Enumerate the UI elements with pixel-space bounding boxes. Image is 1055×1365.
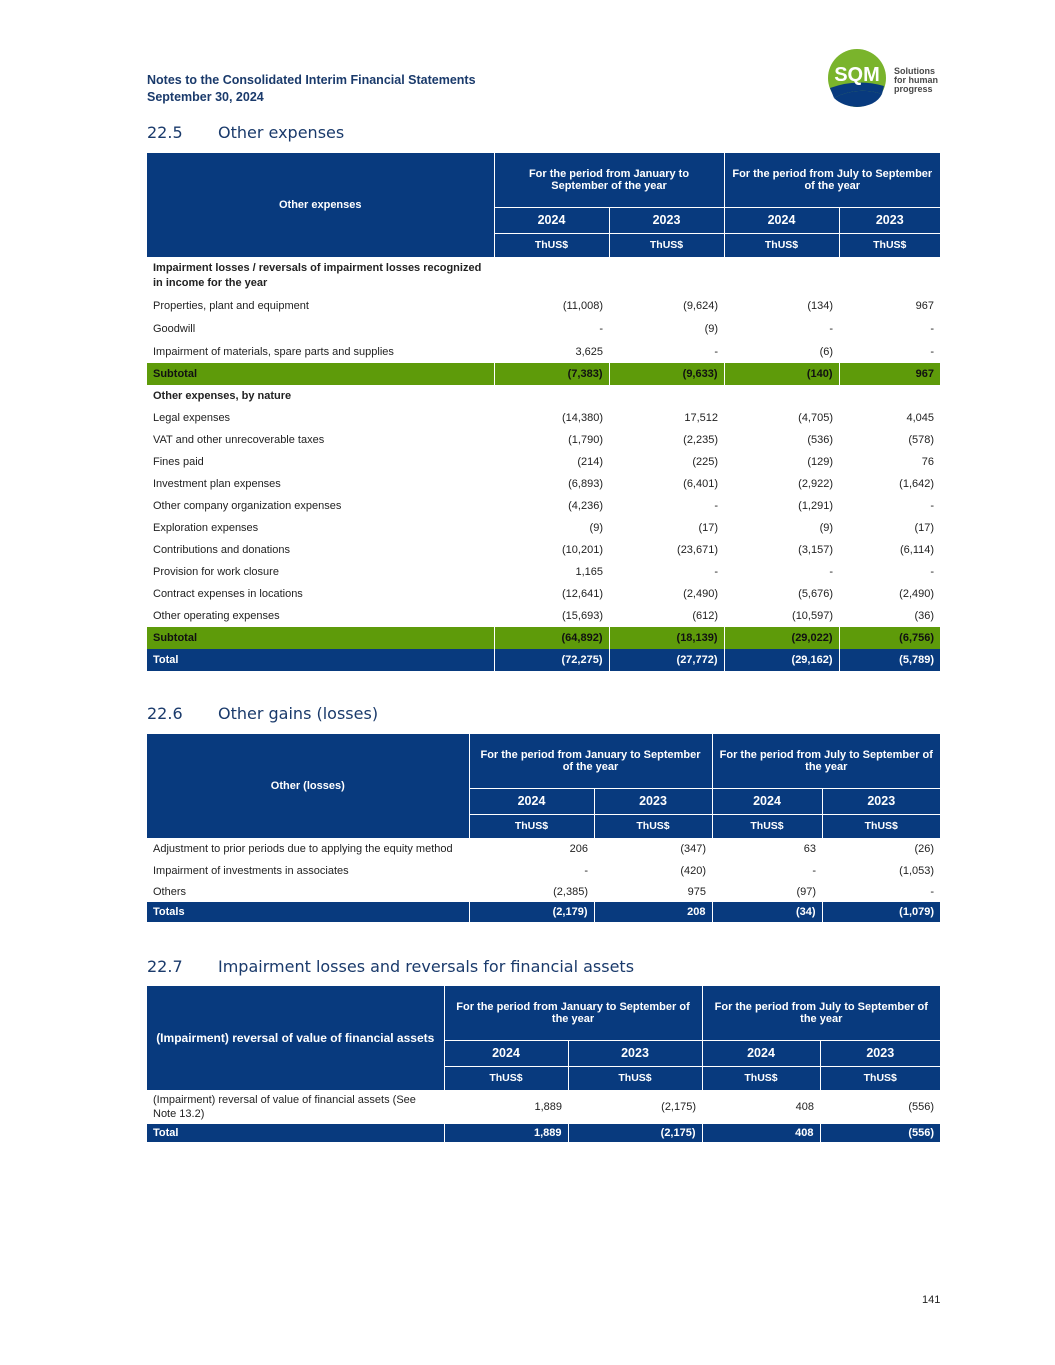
unit-header: ThUS$: [494, 233, 609, 257]
document-header: [147, 72, 476, 106]
year-header: 2023: [568, 1040, 702, 1066]
table-row: Impairment of materials, spare parts and supplies 3,625 - (6) -: [153, 345, 935, 358]
unit-header: ThUS$: [469, 814, 594, 838]
year-header: 2023: [594, 788, 712, 814]
group-heading-row: Impairment losses / reversals of impairment losses recognized in income for the year: [153, 262, 482, 289]
unit-header: ThUS$: [609, 233, 724, 257]
unit-header: ThUS$: [820, 1066, 940, 1090]
total-row: Total 1,889 (2,175) 408 (556): [147, 1124, 940, 1142]
year-header: 2024: [444, 1040, 568, 1066]
page-number: 141: [922, 1294, 941, 1306]
year-header: 2024: [724, 207, 839, 233]
svg-text:Solutions: Solutions: [894, 66, 935, 76]
table-row: Other company organization expenses (4,236) - (1,291) -: [153, 500, 935, 512]
subtotal-row: Subtotal (7,383) (9,633) (140) 967: [147, 363, 940, 385]
period-header: For the period from July to September of the year: [712, 734, 940, 788]
unit-header: ThUS$: [568, 1066, 702, 1090]
unit-header: ThUS$: [839, 233, 940, 257]
header-title-line2: September 30, 2024: [147, 90, 264, 104]
table-row: Provision for work closure 1,165 - - -: [153, 566, 935, 578]
financial-assets-impairment-table: [147, 986, 940, 1142]
year-header: 2023: [820, 1040, 940, 1066]
table-row: Fines paid (214) (225) (129) 76: [153, 456, 935, 468]
total-row: Totals (2,179) 208 (34) (1,079): [147, 902, 940, 922]
period-header: For the period from July to September of the year: [702, 986, 940, 1040]
subtotal-row: Subtotal (64,892) (18,139) (29,022) (6,756): [147, 627, 940, 649]
section-title-22-7: 22.7 Impairment losses and reversals for financial assets: [147, 957, 635, 976]
section-title-22-6: 22.6 Other gains (losses): [147, 704, 379, 723]
sqm-logo: [826, 48, 946, 110]
unit-header: ThUS$: [724, 233, 839, 257]
table-row: Contributions and donations (10,201) (23,671) (3,157) (6,114): [153, 544, 935, 556]
unit-header: ThUS$: [444, 1066, 568, 1090]
table-row: Other operating expenses (15,693) (612) (10,597) (36): [153, 610, 935, 622]
period-header: For the period from July to September of the year: [724, 153, 940, 207]
group-heading-row: Other expenses, by nature: [153, 390, 292, 402]
year-header: 2024: [712, 788, 822, 814]
table-row: VAT and other unrecoverable taxes (1,790) (2,235) (536) (578): [153, 434, 935, 446]
table-row: Properties, plant and equipment (11,008) (9,624) (134) 967: [153, 300, 935, 312]
year-header: 2023: [822, 788, 940, 814]
year-header: 2023: [839, 207, 940, 233]
table-row: (Impairment) reversal of value of financial assets (See Note 13.2) 1,889 (2,175) 408 (556): [153, 1094, 935, 1120]
unit-header: ThUS$: [712, 814, 822, 838]
other-gains-losses-table: [147, 734, 940, 922]
table-row-header: Other expenses: [147, 153, 494, 257]
header-title-line1: Notes to the Consolidated Interim Financial Statements: [147, 73, 476, 87]
period-header: For the period from January to September of the year: [444, 986, 702, 1040]
unit-header: ThUS$: [594, 814, 712, 838]
table-row: Impairment of investments in associates - (420) - (1,053): [153, 864, 935, 877]
table-row: Investment plan expenses (6,893) (6,401) (2,922) (1,642): [153, 478, 935, 490]
table-row: Exploration expenses (9) (17) (9) (17): [153, 522, 935, 534]
year-header: 2024: [702, 1040, 820, 1066]
year-header: 2024: [469, 788, 594, 814]
table-row-header: Other (losses): [147, 734, 469, 838]
table-row: Contract expenses in locations (12,641) (2,490) (5,676) (2,490): [153, 588, 935, 600]
table-row-header: (Impairment) reversal of value of financial assets: [147, 986, 444, 1090]
table-row: Others (2,385) 975 (97) -: [153, 885, 935, 898]
table-row: Goodwill - (9) - -: [153, 322, 935, 335]
logo-mark: SQM: [834, 64, 880, 86]
section-title-22-5: 22.5 Other expenses: [147, 123, 345, 142]
unit-header: ThUS$: [702, 1066, 820, 1090]
svg-text:progress: progress: [894, 84, 933, 94]
svg-text:for human: for human: [894, 75, 938, 85]
period-header: For the period from January to September of the year: [469, 734, 712, 788]
table-row: Legal expenses (14,380) 17,512 (4,705) 4,045: [153, 412, 935, 424]
table-row: Adjustment to prior periods due to applying the equity method 206 (347) 63 (26): [153, 843, 935, 855]
year-header: 2024: [494, 207, 609, 233]
unit-header: ThUS$: [822, 814, 940, 838]
total-row: Total (72,275) (27,772) (29,162) (5,789): [147, 649, 940, 671]
period-header: For the period from January to September of the year: [494, 153, 724, 207]
other-expenses-table: [147, 153, 940, 671]
year-header: 2023: [609, 207, 724, 233]
